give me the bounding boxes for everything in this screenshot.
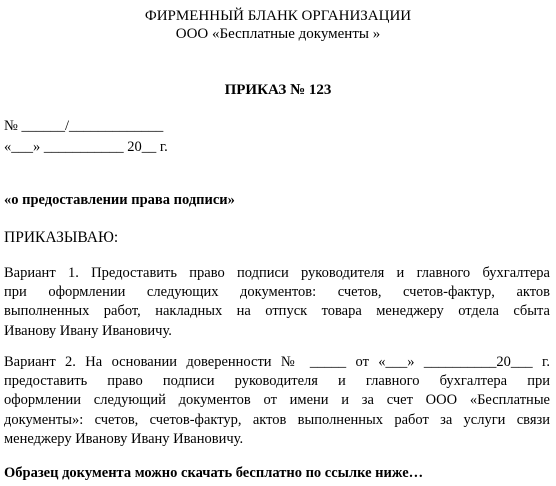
variant-2-paragraph — [4, 353, 550, 449]
letterhead-title: ФИРМЕННЫЙ БЛАНК ОРГАНИЗАЦИИ — [144, 8, 412, 24]
order-title: ПРИКАЗ № 123 — [224, 82, 332, 98]
paragraph-line: Иванову Ивану Ивановичу. — [4, 322, 172, 339]
paragraph-line: менеджеру Иванову Ивану Ивановичу. — [4, 430, 244, 447]
paragraph-line: предоставить право подписи руководителя и главного бухгалтера при — [4, 373, 550, 390]
paragraph-line: выполненных работ, накладных на отпуск товара менеджеру отдела сбыта — [4, 303, 550, 320]
paragraph-line: Вариант 1. Предоставить право подписи руководителя и главного бухгалтера — [4, 265, 550, 281]
organization-name: ООО «Бесплатные документы » — [175, 26, 381, 42]
paragraph-line: оформлении следующий документов от имени и за счет ООО «Бесплатные — [4, 392, 550, 409]
order-date-line: «___» ___________ 20__ г. — [4, 139, 168, 155]
command-heading: ПРИКАЗЫВАЮ: — [4, 229, 119, 246]
paragraph-line: документы»: счетов, счетов-фактур, актов выполненных работ за услуги связи — [4, 411, 550, 428]
variant-1-paragraph — [4, 264, 550, 341]
paragraph-line: Вариант 2. На основании доверенности № _____ от «___» __________20___ г. — [4, 354, 550, 370]
order-subject: «о предоставлении права подписи» — [4, 192, 235, 208]
order-number-line: № ______/_____________ — [4, 118, 164, 134]
download-note: Образец документа можно скачать бесплатно по ссылке ниже… — [4, 465, 424, 481]
paragraph-line: при оформлении следующих документов: счетов, счетов-фактур, актов — [4, 284, 550, 301]
